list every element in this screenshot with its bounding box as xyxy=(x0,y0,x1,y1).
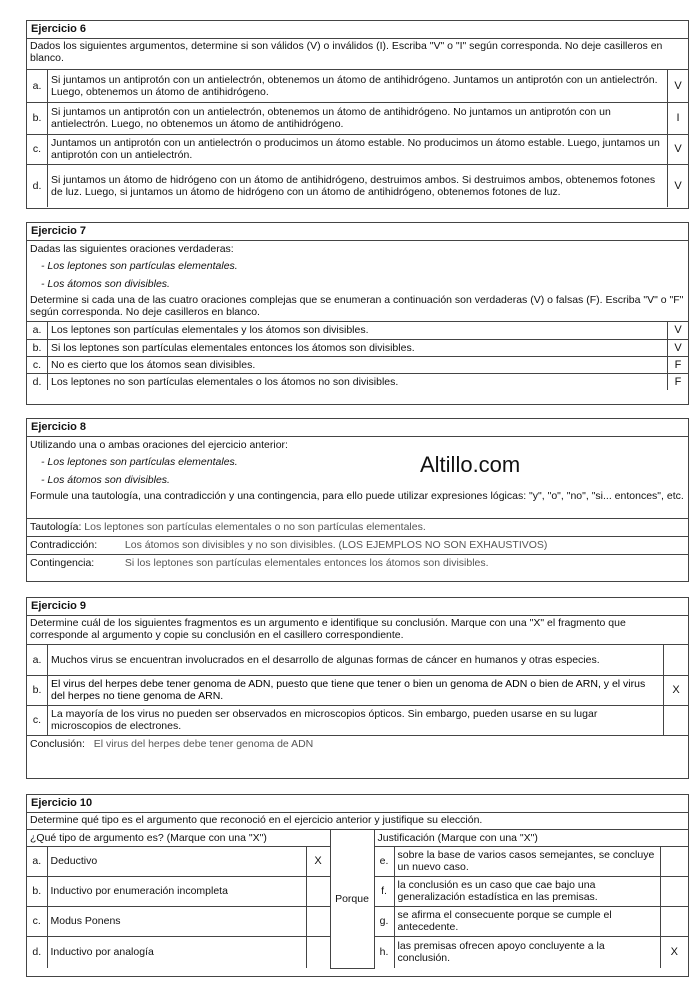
row-text: Si los leptones son partículas elementales entonces los átomos son divisibles. xyxy=(48,339,668,356)
justification-mark[interactable] xyxy=(660,906,688,936)
exercise-instructions: Determine si cada una de las cuatro oraciones complejas que se enumeran a continuación son verdaderas (V) o falsas (F). Escriba "V" o "F" según corresponda. No deje casilleros en blanco. xyxy=(27,293,688,322)
answer-table xyxy=(27,70,688,207)
contradiccion-row xyxy=(27,536,688,554)
exercise-title: Ejercicio 9 xyxy=(27,598,688,616)
justification-text: se afirma el consecuente porque se cumple el antecedente. xyxy=(394,906,660,936)
option-text: Inductivo por analogía xyxy=(47,936,306,968)
answer-cell[interactable]: I xyxy=(668,102,689,134)
exercise-title: Ejercicio 7 xyxy=(27,223,688,241)
conclusion-row xyxy=(27,735,688,770)
premise-1: - Los leptones son partículas elementales. xyxy=(41,456,238,468)
contradiccion-answer[interactable]: Los átomos son divisibles y no son divisibles. (LOS EJEMPLOS NO SON EXHAUSTIVOS) xyxy=(124,539,548,551)
justification-text: sobre la base de varios casos semejantes, se concluye un nuevo caso. xyxy=(394,846,660,876)
justification-letter: h. xyxy=(374,936,394,968)
justification-text: la conclusión es un caso que cae bajo una generalización estadística en las premisas. xyxy=(394,876,660,906)
answer-cell[interactable]: X xyxy=(664,675,689,705)
contradiccion-label: Contradicción: xyxy=(30,539,98,551)
exercise-instructions: Formule una tautología, una contradicción y una contingencia, para ello puede utilizar expresiones lógicas: "y", "o", "no", "si... entonces", etc. xyxy=(30,490,684,502)
contingencia-answer[interactable]: Si los leptones son partículas elementales entonces los átomos son divisibles. xyxy=(124,557,489,569)
row-text: Juntamos un antiprotón con un antielectrón o producimos un átomo estable. No producimos un átomo estable. Luego, juntamos un antiprotón con un antielectrón. xyxy=(48,134,668,164)
row-text: La mayoría de los virus no pueden ser observados en microscopios ópticos. Sin embargo, pueden usarse en su lugar microscopios de electrones. xyxy=(48,705,664,735)
row-text: Si juntamos un átomo de hidrógeno con un átomo de antihidrógeno, destruimos ambos. Si destruimos ambos, obtenemos fotones de luz. Luego, si juntamos un átomo de hidrógeno con un átomo de antihidrógeno, obtenemos fotones de luz. xyxy=(48,164,668,207)
exercise-instructions: Determine cuál de los siguientes fragmentos es un argumento e identifique su conclusión. Marque con una "X" el fragmento que corresponde al argumento y copie su conclusión en el casillero correspondiente. xyxy=(27,616,688,645)
exercise-9 xyxy=(26,597,689,779)
option-mark[interactable] xyxy=(306,936,330,968)
justification-mark[interactable] xyxy=(660,876,688,906)
answer-cell[interactable]: V xyxy=(668,322,689,339)
contingencia-row xyxy=(27,554,688,572)
option-letter: c. xyxy=(27,906,47,936)
exercise-title: Ejercicio 8 xyxy=(27,419,688,437)
option-letter: a. xyxy=(27,846,47,876)
exercise-8 xyxy=(26,418,689,582)
porque-label: Porque xyxy=(330,830,374,968)
justification-letter: e. xyxy=(374,846,394,876)
row-letter: c. xyxy=(27,356,48,373)
option-text: Inductivo por enumeración incompleta xyxy=(47,876,306,906)
option-letter: d. xyxy=(27,936,47,968)
contingencia-label: Contingencia: xyxy=(30,557,95,569)
tautologia-row xyxy=(27,518,688,536)
row-letter: d. xyxy=(27,164,48,207)
answer-cell[interactable]: V xyxy=(668,339,689,356)
option-text: Modus Ponens xyxy=(47,906,306,936)
justification-mark[interactable] xyxy=(660,846,688,876)
tautologia-answer[interactable]: Los leptones son partículas elementales o no son partículas elementales. xyxy=(84,521,426,533)
justification-letter: g. xyxy=(374,906,394,936)
tautologia-label: Tautología: xyxy=(30,521,82,533)
row-text: Los leptones no son partículas elementales o los átomos no son divisibles. xyxy=(48,373,668,390)
conclusion-answer[interactable]: El virus del herpes debe tener genoma de ADN xyxy=(93,738,314,750)
exercise-7 xyxy=(26,222,689,405)
conclusion-label: Conclusión: xyxy=(30,738,85,750)
answer-cell[interactable]: V xyxy=(668,70,689,102)
premise-1: - Los leptones son partículas elementales. xyxy=(41,260,238,272)
row-letter: c. xyxy=(27,705,48,735)
row-letter: b. xyxy=(27,675,48,705)
answer-cell[interactable]: F xyxy=(668,356,689,373)
option-letter: b. xyxy=(27,876,47,906)
row-text: Si juntamos un antiprotón con un antielectrón, obtenemos un átomo de antihidrógeno. No juntamos un antiprotón con un antielectrón. Luego, no obtenemos un átomo de antihidrógeno. xyxy=(48,102,668,134)
option-mark[interactable] xyxy=(306,876,330,906)
justification-text: las premisas ofrecen apoyo concluyente a la conclusión. xyxy=(394,936,660,968)
exercise-instructions: Dados los siguientes argumentos, determine si son válidos (V) o inválidos (I). Escriba "V" o "I" según corresponda. No deje casilleros en blanco. xyxy=(27,39,688,70)
exercise-6 xyxy=(26,20,689,209)
answer-table xyxy=(27,645,688,735)
choice-table xyxy=(27,830,688,969)
answer-cell[interactable] xyxy=(664,705,689,735)
exercise-10 xyxy=(26,794,689,977)
row-text: El virus del herpes debe tener genoma de ADN, puesto que tiene que tener o bien un genoma de ADN o bien de ARN, y el virus del herpes no tiene genoma de ARN. xyxy=(48,675,664,705)
premise-2: - Los átomos son divisibles. xyxy=(41,474,170,486)
type-header: ¿Qué tipo de argumento es? (Marque con una "X") xyxy=(27,830,330,846)
row-text: Los leptones son partículas elementales y los átomos son divisibles. xyxy=(48,322,668,339)
row-text: Muchos virus se encuentran involucrados en el desarrollo de algunas formas de cáncer en humanos y otras especies. xyxy=(48,645,664,675)
answer-cell[interactable]: F xyxy=(668,373,689,390)
answer-cell[interactable]: V xyxy=(668,134,689,164)
exercise-title: Ejercicio 6 xyxy=(27,21,688,39)
row-letter: a. xyxy=(27,70,48,102)
row-letter: b. xyxy=(27,339,48,356)
answer-cell[interactable]: V xyxy=(668,164,689,207)
justification-mark[interactable]: X xyxy=(660,936,688,968)
row-text: Si juntamos un antiprotón con un antielectrón, obtenemos un átomo de antihidrógeno. Juntamos un antiprotón con un antielectrón. Luego, obtenemos un átomo de antihidrógeno. xyxy=(48,70,668,102)
justification-letter: f. xyxy=(374,876,394,906)
row-letter: b. xyxy=(27,102,48,134)
row-letter: d. xyxy=(27,373,48,390)
exercise-intro: Utilizando una o ambas oraciones del ejercicio anterior: xyxy=(30,439,288,451)
answer-cell[interactable] xyxy=(664,645,689,675)
exercise-instructions: Determine qué tipo es el argumento que reconoció en el ejercicio anterior y justifique su elección. xyxy=(27,813,688,830)
option-text: Deductivo xyxy=(47,846,306,876)
row-letter: c. xyxy=(27,134,48,164)
option-mark[interactable] xyxy=(306,906,330,936)
row-letter: a. xyxy=(27,322,48,339)
row-letter: a. xyxy=(27,645,48,675)
exercise-intro: Dadas las siguientes oraciones verdaderas: xyxy=(30,243,234,255)
justification-header: Justificación (Marque con una "X") xyxy=(374,830,688,846)
watermark: Altillo.com xyxy=(420,452,521,477)
option-mark[interactable]: X xyxy=(306,846,330,876)
answer-table xyxy=(27,322,688,390)
exercise-title: Ejercicio 10 xyxy=(27,795,688,813)
premise-2: - Los átomos son divisibles. xyxy=(41,278,170,290)
row-text: No es cierto que los átomos sean divisibles. xyxy=(48,356,668,373)
